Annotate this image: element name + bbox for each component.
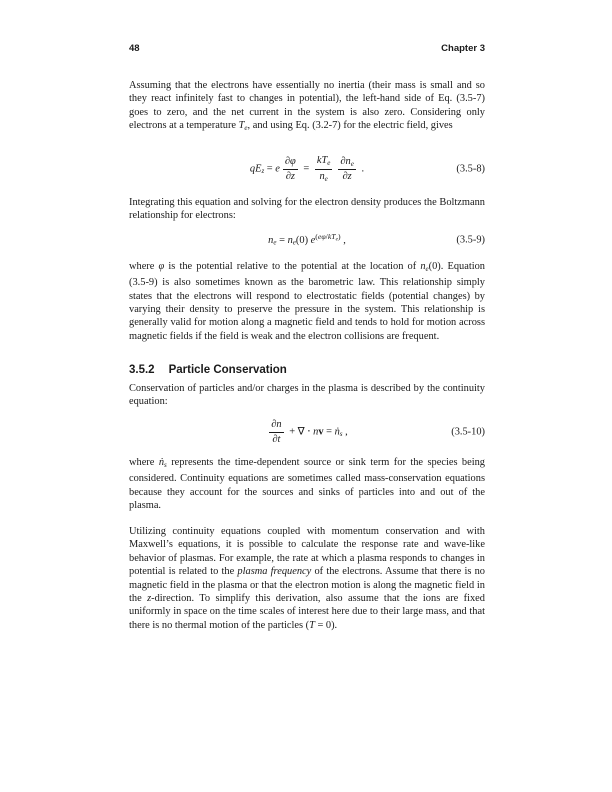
paragraph-barometric-law: where φ is the potential relative to the potential at the location of ne(0). Equation (3.5-9) is also sometimes known as the barometric law. This relationship simply states that the electrons will respond to electrostatic fields (potential changes) by varying their density to preserve the pressure in the system. This relationship is generally valid for motion along a magnetic field and tends to hold for motion across magnetic fields if the field is weak and the electron collisions are frequent. bbox=[129, 261, 486, 342]
paragraph-continuity-intro: Conservation of particles and/or charges in the plasma is described by the continuity equation: bbox=[129, 383, 485, 408]
section-title: Particle Conservation bbox=[168, 364, 287, 376]
chapter-label: Chapter 3 bbox=[441, 43, 485, 54]
equation-3-5-8-content: qEz = e $\frac{\partial\varphi}{\partial z}$ = $\frac{\text{kTe}}{ne}$ $\frac{\partial ne}{\partial z}$ . bbox=[249, 154, 365, 183]
equation-3-5-9 bbox=[129, 227, 485, 253]
equation-3-5-9-number: (3.5-9) bbox=[456, 234, 485, 246]
equation-3-5-8-number: (3.5-8) bbox=[456, 163, 485, 175]
paragraph-plasma-frequency: Utilizing continuity equations coupled with momentum conservation and with Maxwell’s equations, it is possible to calculate the response rate and wave-like behavior of plasmas. For example, the rate at which a plasma responds to changes in potential is related to the plasma frequency of the electrons. Assume that there is no magnetic field in the plasma or that the electron motion is along the magnetic field in the z-direction. To simplify this derivation, also assume that the ions are fixed uniformly in space on the time scales of interest here due to their large mass, and that there is no thermal motion of the particles (T = 0). bbox=[129, 526, 486, 631]
page-header bbox=[129, 43, 485, 54]
paragraph-source-sink: where ṅs represents the time-dependent source or sink term for the species being considered. Continuity equations are sometimes called mass-conservation equations because they account for the sources and sinks of particles into and out of the plasma. bbox=[129, 457, 485, 511]
section-heading bbox=[129, 363, 485, 377]
paragraph-integrating: Integrating this equation and solving for the electron density produces the Boltzmann relationship for electrons: bbox=[129, 197, 485, 222]
page-number: 48 bbox=[129, 43, 140, 54]
equation-3-5-10-content: $\frac{\partial n}{\partial t}$ + ∇ ⋅ nv = ṅs , bbox=[271, 419, 348, 445]
equation-3-5-10-number: (3.5-10) bbox=[451, 426, 485, 438]
section-number: 3.5.2 bbox=[129, 364, 155, 376]
equation-3-5-8 bbox=[129, 150, 485, 188]
equation-3-5-10 bbox=[129, 416, 485, 448]
equation-3-5-9-content: ne = ne(0) e(eφ/kTe) , bbox=[268, 232, 346, 247]
paragraph-intro: Assuming that the electrons have essentially no inertia (their mass is small and so they react infinitely fast to changes in potential), the left-hand side of Eq. (3.5-7) goes to zero, and the net current in the system is also zero. Considering only electrons at a temperature Te, and using Eq. (3.2-7) for the electric field, gives bbox=[129, 80, 485, 132]
